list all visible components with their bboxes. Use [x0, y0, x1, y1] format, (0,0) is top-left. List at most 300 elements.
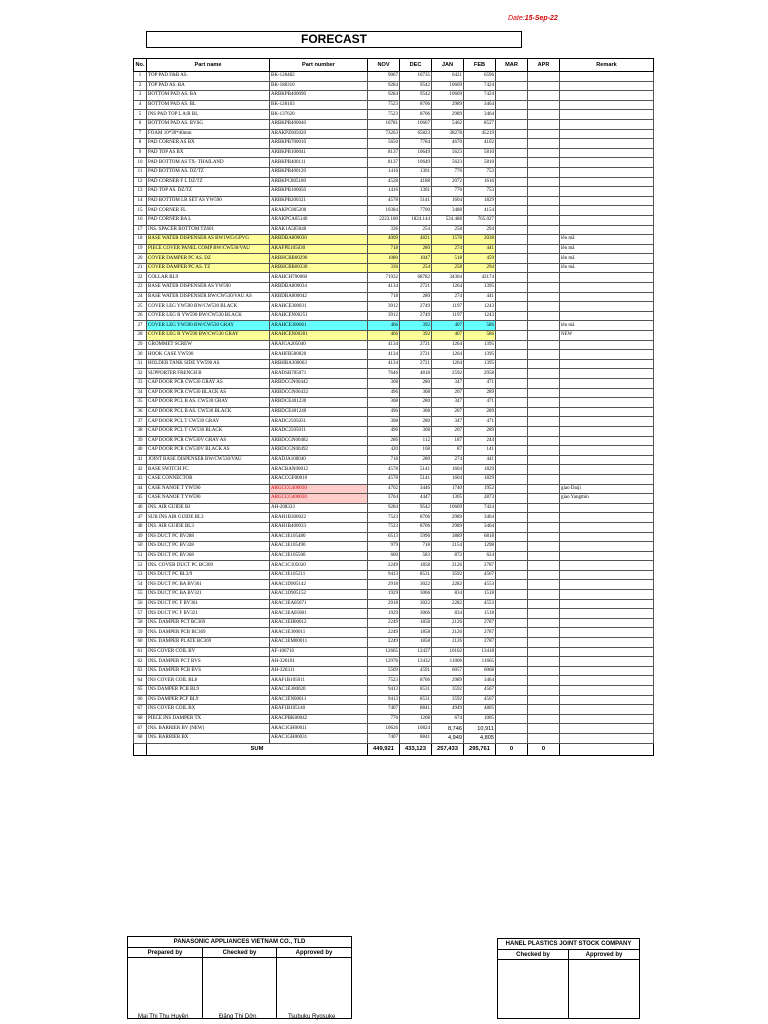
mar-qty-cell [496, 503, 528, 513]
table-row [134, 311, 654, 321]
table-row [134, 331, 654, 341]
apr-qty-cell [528, 244, 560, 254]
remark-cell [560, 350, 654, 360]
dec-qty-cell: 1047 [400, 254, 432, 264]
nov-qty-cell: 71932 [368, 273, 400, 283]
jan-qty-cell: 2154 [432, 542, 464, 552]
feb-qty-cell: 1298 [464, 542, 496, 552]
remark-cell [560, 91, 654, 101]
nov-qty-cell: 3912 [368, 311, 400, 321]
jan-qty-cell: 207 [432, 388, 464, 398]
row-number-cell: 43 [134, 474, 147, 484]
row-number-cell: 22 [134, 273, 147, 283]
table-row [134, 465, 654, 475]
jan-qty-cell: 3889 [432, 532, 464, 542]
part-number-cell: ARBKPB400120 [270, 167, 368, 177]
feb-qty-cell: 4102 [464, 139, 496, 149]
apr-qty-cell [528, 436, 560, 446]
part-name-cell: PIECE INS DAMPER TX [147, 714, 270, 724]
mar-qty-cell [496, 599, 528, 609]
hanel-checked-label: Checked by [498, 950, 569, 960]
mar-qty-cell [496, 446, 528, 456]
feb-qty-cell: 1395 [464, 350, 496, 360]
row-number-cell: 13 [134, 187, 147, 197]
row-number-cell: 24 [134, 292, 147, 302]
jan-qty-cell: 347 [432, 417, 464, 427]
dec-qty-cell: 10824 [400, 724, 432, 734]
dec-qty-cell: 4591 [400, 666, 432, 676]
table-row [134, 321, 654, 331]
dec-qty-cell: 8706 [400, 100, 432, 110]
apr-qty-cell [528, 369, 560, 379]
remark-cell [560, 148, 654, 158]
part-number-cell: ARAC1E300020 [270, 686, 368, 696]
table-row [134, 446, 654, 456]
part-number-cell: ARBDBA800042 [270, 292, 368, 302]
jan-qty-cell: 524.488 [432, 215, 464, 225]
remark-cell [560, 695, 654, 705]
nov-qty-cell: 4578 [368, 196, 400, 206]
dec-qty-cell: 8706 [400, 110, 432, 120]
row-number-cell: 37 [134, 417, 147, 427]
feb-qty-cell: 6068 [464, 666, 496, 676]
dec-qty-cell: 9542 [400, 81, 432, 91]
row-number-cell: 50 [134, 542, 147, 552]
apr-qty-cell [528, 273, 560, 283]
part-number-cell: ARBDCGN00432 [270, 388, 368, 398]
part-name-cell: INS DAMPER PCB BL9 [147, 686, 270, 696]
remark-cell: lên mã [560, 321, 654, 331]
row-number-cell: 64 [134, 676, 147, 686]
mar-qty-cell [496, 359, 528, 369]
jan-qty-cell: 4670 [432, 139, 464, 149]
row-number-cell: 47 [134, 513, 147, 523]
dec-qty-cell: 8841 [400, 705, 432, 715]
mar-qty-cell [496, 81, 528, 91]
sum-row [134, 743, 654, 755]
feb-qty-cell: 2787 [464, 628, 496, 638]
table-row [134, 139, 654, 149]
remark-cell [560, 561, 654, 571]
nov-qty-cell: 2249 [368, 638, 400, 648]
jan-qty-cell: 2126 [432, 618, 464, 628]
apr-qty-cell [528, 580, 560, 590]
table-row [134, 283, 654, 293]
sum-no-cell [134, 743, 147, 755]
jan-qty-cell: 87 [432, 446, 464, 456]
mar-qty-cell [496, 686, 528, 696]
row-number-cell: 46 [134, 503, 147, 513]
feb-qty-cell: 1005 [464, 714, 496, 724]
remark-cell [560, 417, 654, 427]
apr-qty-cell [528, 235, 560, 245]
jan-qty-cell: 1264 [432, 350, 464, 360]
apr-qty-cell [528, 503, 560, 513]
nov-qty-cell: 308 [368, 379, 400, 389]
nov-qty-cell: 5650 [368, 139, 400, 149]
mar-qty-cell [496, 100, 528, 110]
jan-qty-cell: 2592 [432, 369, 464, 379]
row-number-cell: 68 [134, 733, 147, 743]
table-header-row [134, 59, 654, 72]
part-number-cell: AH-326311 [270, 666, 368, 676]
apr-qty-cell [528, 340, 560, 350]
nov-qty-cell: 4578 [368, 474, 400, 484]
dec-qty-cell: 280 [400, 455, 432, 465]
jan-qty-cell: 1264 [432, 283, 464, 293]
remark-cell [560, 167, 654, 177]
nov-qty-cell: 4134 [368, 359, 400, 369]
mar-qty-cell [496, 522, 528, 532]
feb-qty-cell: 4,805 [464, 733, 496, 743]
approved-by-name: Tsubuku Ryosuke [288, 1014, 336, 1020]
part-name-cell: PIECE COVER PANEL COMP BW/CW530/VAU [147, 244, 270, 254]
mar-qty-cell [496, 398, 528, 408]
feb-qty-cell: 1829 [464, 196, 496, 206]
mar-qty-cell [496, 580, 528, 590]
feb-qty-cell: 471 [464, 379, 496, 389]
table-row [134, 695, 654, 705]
mar-qty-cell [496, 340, 528, 350]
table-row [134, 474, 654, 484]
mar-qty-cell [496, 714, 528, 724]
mar-qty-cell [496, 331, 528, 341]
part-name-cell: PAD TOP AS. DZ/TZ [147, 187, 270, 197]
part-number-cell: AF-106710 [270, 647, 368, 657]
row-number-cell: 41 [134, 455, 147, 465]
part-number-cell: ARAC1GH00031 [270, 733, 368, 743]
apr-qty-cell [528, 733, 560, 743]
dec-qty-cell: 308 [400, 388, 432, 398]
jan-qty-cell: 1197 [432, 311, 464, 321]
row-number-cell: 7 [134, 129, 147, 139]
jan-qty-cell: 187 [432, 436, 464, 446]
feb-qty-cell: 1518 [464, 609, 496, 619]
date-value: 15-Sep-22 [524, 15, 558, 22]
table-row [134, 542, 654, 552]
table-row [134, 254, 654, 264]
nov-qty-cell: 9413 [368, 686, 400, 696]
dec-qty-cell: 2749 [400, 302, 432, 312]
part-number-cell: ARAK1A505040 [270, 225, 368, 235]
row-number-cell: 10 [134, 158, 147, 168]
jan-qty-cell: 207 [432, 407, 464, 417]
apr-qty-cell [528, 129, 560, 139]
dec-qty-cell: 1858 [400, 561, 432, 571]
part-name-cell: COVER DAMPER PC AS. DZ [147, 254, 270, 264]
part-name-cell: PAD CORNER FL [147, 206, 270, 216]
mar-qty-cell [496, 292, 528, 302]
table-row [134, 666, 654, 676]
jan-qty-cell: 10669 [432, 503, 464, 513]
part-name-cell: PAD CORNER F L DZ/TZ [147, 177, 270, 187]
dec-qty-cell: 3066 [400, 609, 432, 619]
feb-qty-cell: 294 [464, 263, 496, 273]
jan-qty-cell: 834 [432, 609, 464, 619]
apr-qty-cell [528, 119, 560, 129]
apr-qty-cell [528, 561, 560, 571]
row-number-cell: 5 [134, 110, 147, 120]
jan-qty-cell: 258 [432, 263, 464, 273]
jan-qty-cell: 2072 [432, 177, 464, 187]
nov-qty-cell: 7523 [368, 522, 400, 532]
panasonic-approved-signature-box [277, 958, 352, 1019]
mar-qty-cell [496, 244, 528, 254]
jan-qty-cell: 1264 [432, 359, 464, 369]
feb-qty-cell: 753 [464, 167, 496, 177]
remark-cell [560, 599, 654, 609]
part-name-cell: INS DUCT PC BL3/9 [147, 570, 270, 580]
apr-qty-cell [528, 542, 560, 552]
feb-qty-cell: 4154 [464, 206, 496, 216]
part-number-cell: ARBDCE401230 [270, 398, 368, 408]
sum-dec: 433,123 [400, 743, 432, 755]
part-number-cell: ARAC1EA05081 [270, 609, 368, 619]
table-row [134, 72, 654, 82]
mar-qty-cell [496, 733, 528, 743]
mar-qty-cell [496, 417, 528, 427]
feb-qty-cell: 586 [464, 331, 496, 341]
feb-qty-cell: 5810 [464, 148, 496, 158]
table-row [134, 618, 654, 628]
apr-qty-cell [528, 455, 560, 465]
panasonic-company-name: PANASONIC APPLIANCES VIETNAM CO., TLD [128, 937, 352, 948]
part-name-cell: CAP DOOR PCL B AS. CW530 BLACK [147, 407, 270, 417]
mar-qty-cell [496, 532, 528, 542]
row-number-cell: 23 [134, 283, 147, 293]
part-name-cell: INS. DAMPER PCT BVS [147, 657, 270, 667]
table-row [134, 119, 654, 129]
remark-cell: giao Daiji [560, 484, 654, 494]
remark-cell [560, 110, 654, 120]
feb-qty-cell: 2787 [464, 618, 496, 628]
dec-qty-cell: 5996 [400, 532, 432, 542]
table-row [134, 263, 654, 273]
nov-qty-cell: 7523 [368, 513, 400, 523]
remark-cell [560, 436, 654, 446]
remark-cell [560, 551, 654, 561]
nov-qty-cell: 466 [368, 331, 400, 341]
nov-qty-cell: 308 [368, 417, 400, 427]
part-number-cell: ARADJA100040 [270, 455, 368, 465]
part-number-cell: ARAF1B105011 [270, 676, 368, 686]
mar-qty-cell [496, 407, 528, 417]
apr-qty-cell [528, 292, 560, 302]
apr-qty-cell [528, 215, 560, 225]
table-row [134, 81, 654, 91]
mar-qty-cell [496, 167, 528, 177]
mar-qty-cell [496, 676, 528, 686]
row-number-cell: 58 [134, 618, 147, 628]
mar-qty-cell [496, 283, 528, 293]
row-number-cell: 60 [134, 638, 147, 648]
prepared-by-name: Mai Thị Thu Huyền [138, 1014, 189, 1020]
table-row [134, 225, 654, 235]
row-number-cell: 45 [134, 494, 147, 504]
hanel-checked-signature-box [498, 960, 569, 1019]
table-row [134, 302, 654, 312]
table-row [134, 532, 654, 542]
dec-qty-cell: 2721 [400, 340, 432, 350]
mar-qty-cell [496, 474, 528, 484]
remark-cell [560, 225, 654, 235]
jan-qty-cell: 207 [432, 426, 464, 436]
table-row [134, 647, 654, 657]
jan-qty-cell: 2989 [432, 676, 464, 686]
part-number-cell: ARBHCBB00290 [270, 254, 368, 264]
remark-cell [560, 388, 654, 398]
part-name-cell: INS DUCT PC BV328 [147, 542, 270, 552]
part-number-cell: BK-188310 [270, 81, 368, 91]
part-number-cell: ARAC1D905142 [270, 580, 368, 590]
part-name-cell: COVER DAMPER PC AS. TZ [147, 263, 270, 273]
part-name-cell: PAD BOTTOM LR SET AS YW590 [147, 196, 270, 206]
row-number-cell: 6 [134, 119, 147, 129]
dec-qty-cell: 13432 [400, 657, 432, 667]
nov-qty-cell: 3764 [368, 494, 400, 504]
mar-qty-cell [496, 388, 528, 398]
remark-cell [560, 580, 654, 590]
jan-qty-cell: 1740 [432, 484, 464, 494]
dec-qty-cell: 12437 [400, 647, 432, 657]
row-number-cell: 3 [134, 91, 147, 101]
apr-qty-cell [528, 465, 560, 475]
table-row [134, 196, 654, 206]
apr-qty-cell [528, 81, 560, 91]
mar-qty-cell [496, 551, 528, 561]
apr-qty-cell [528, 72, 560, 82]
apr-qty-cell [528, 513, 560, 523]
table-row [134, 590, 654, 600]
jan-qty-cell: 258 [432, 225, 464, 235]
row-number-cell: 12 [134, 177, 147, 187]
nov-qty-cell: 496 [368, 407, 400, 417]
feb-qty-cell: 141 [464, 446, 496, 456]
nov-qty-cell: 9067 [368, 72, 400, 82]
part-name-cell: INS DUCT PC BA BV361 [147, 580, 270, 590]
remark-cell [560, 302, 654, 312]
table-row [134, 503, 654, 513]
jan-qty-cell: 2282 [432, 580, 464, 590]
dec-qty-cell: 583 [400, 551, 432, 561]
table-row [134, 580, 654, 590]
part-name-cell: CASE NANOE T YW590 [147, 494, 270, 504]
sum-jan: 257,433 [432, 743, 464, 755]
apr-qty-cell [528, 590, 560, 600]
nov-qty-cell: 336 [368, 263, 400, 273]
apr-qty-cell [528, 532, 560, 542]
jan-qty-cell: 2282 [432, 599, 464, 609]
table-row [134, 379, 654, 389]
header-feb: FEB [464, 59, 496, 72]
part-number-cell: ARAHCE300031 [270, 302, 368, 312]
jan-qty-cell: 1604 [432, 474, 464, 484]
mar-qty-cell [496, 263, 528, 273]
remark-cell [560, 206, 654, 216]
part-number-cell: ARBHBA300063 [270, 359, 368, 369]
mar-qty-cell [496, 695, 528, 705]
jan-qty-cell: 4,949 [432, 733, 464, 743]
header-jan: JAN [432, 59, 464, 72]
part-number-cell: ARAC1EA05071 [270, 599, 368, 609]
table-row [134, 100, 654, 110]
part-name-cell: INS COVER COIL BV [147, 647, 270, 657]
remark-cell: NEW [560, 331, 654, 341]
table-row [134, 167, 654, 177]
feb-qty-cell: 6818 [464, 532, 496, 542]
part-number-cell: ARAC1E105211 [270, 570, 368, 580]
panasonic-prepared-label: Prepared by [128, 948, 203, 958]
row-number-cell: 31 [134, 359, 147, 369]
header-no: No. [134, 59, 147, 72]
dec-qty-cell: 308 [400, 426, 432, 436]
nov-qty-cell: 4134 [368, 340, 400, 350]
remark-cell [560, 340, 654, 350]
remark-cell [560, 609, 654, 619]
row-number-cell: 4 [134, 100, 147, 110]
table-row [134, 244, 654, 254]
nov-qty-cell: 8137 [368, 158, 400, 168]
part-number-cell: ARBKPB200321 [270, 196, 368, 206]
table-row [134, 158, 654, 168]
apr-qty-cell [528, 426, 560, 436]
jan-qty-cell: 2989 [432, 100, 464, 110]
jan-qty-cell: 34304 [432, 273, 464, 283]
part-name-cell: TOP PAD AS. BA [147, 81, 270, 91]
table-row [134, 570, 654, 580]
row-number-cell: 14 [134, 196, 147, 206]
part-name-cell: BOTTOM PAD AS. BL [147, 100, 270, 110]
jan-qty-cell: 1197 [432, 302, 464, 312]
apr-qty-cell [528, 283, 560, 293]
dec-qty-cell: 1858 [400, 618, 432, 628]
nov-qty-cell: 600 [368, 551, 400, 561]
apr-qty-cell [528, 302, 560, 312]
row-number-cell: 36 [134, 407, 147, 417]
mar-qty-cell [496, 465, 528, 475]
dec-qty-cell: 10649 [400, 148, 432, 158]
nov-qty-cell: 1416 [368, 187, 400, 197]
table-row [134, 407, 654, 417]
apr-qty-cell [528, 494, 560, 504]
remark-cell [560, 647, 654, 657]
part-name-cell: CAP DOOR PCR CW530V GRAY AS [147, 436, 270, 446]
apr-qty-cell [528, 714, 560, 724]
part-name-cell: CAP DOOR PCL T CW530 BLACK [147, 426, 270, 436]
part-name-cell: FOAM 10*30*40mm [147, 129, 270, 139]
mar-qty-cell [496, 628, 528, 638]
apr-qty-cell [528, 321, 560, 331]
nov-qty-cell: 7407 [368, 705, 400, 715]
dec-qty-cell: 1858 [400, 638, 432, 648]
mar-qty-cell [496, 455, 528, 465]
checked-by-name: Đặng Thị Dởn [219, 1014, 257, 1020]
nov-qty-cell: 7523 [368, 110, 400, 120]
jan-qty-cell: 3592 [432, 695, 464, 705]
nov-qty-cell: 12665 [368, 647, 400, 657]
nov-qty-cell: 4009 [368, 235, 400, 245]
dec-qty-cell: 7784 [400, 139, 432, 149]
remark-cell [560, 474, 654, 484]
feb-qty-cell: 3464 [464, 676, 496, 686]
jan-qty-cell: 4949 [432, 705, 464, 715]
mar-qty-cell [496, 369, 528, 379]
jan-qty-cell: 872 [432, 551, 464, 561]
nov-qty-cell: 4134 [368, 283, 400, 293]
feb-qty-cell: 1395 [464, 283, 496, 293]
part-name-cell: SUPPORTER FRENCH B [147, 369, 270, 379]
jan-qty-cell: 2126 [432, 638, 464, 648]
